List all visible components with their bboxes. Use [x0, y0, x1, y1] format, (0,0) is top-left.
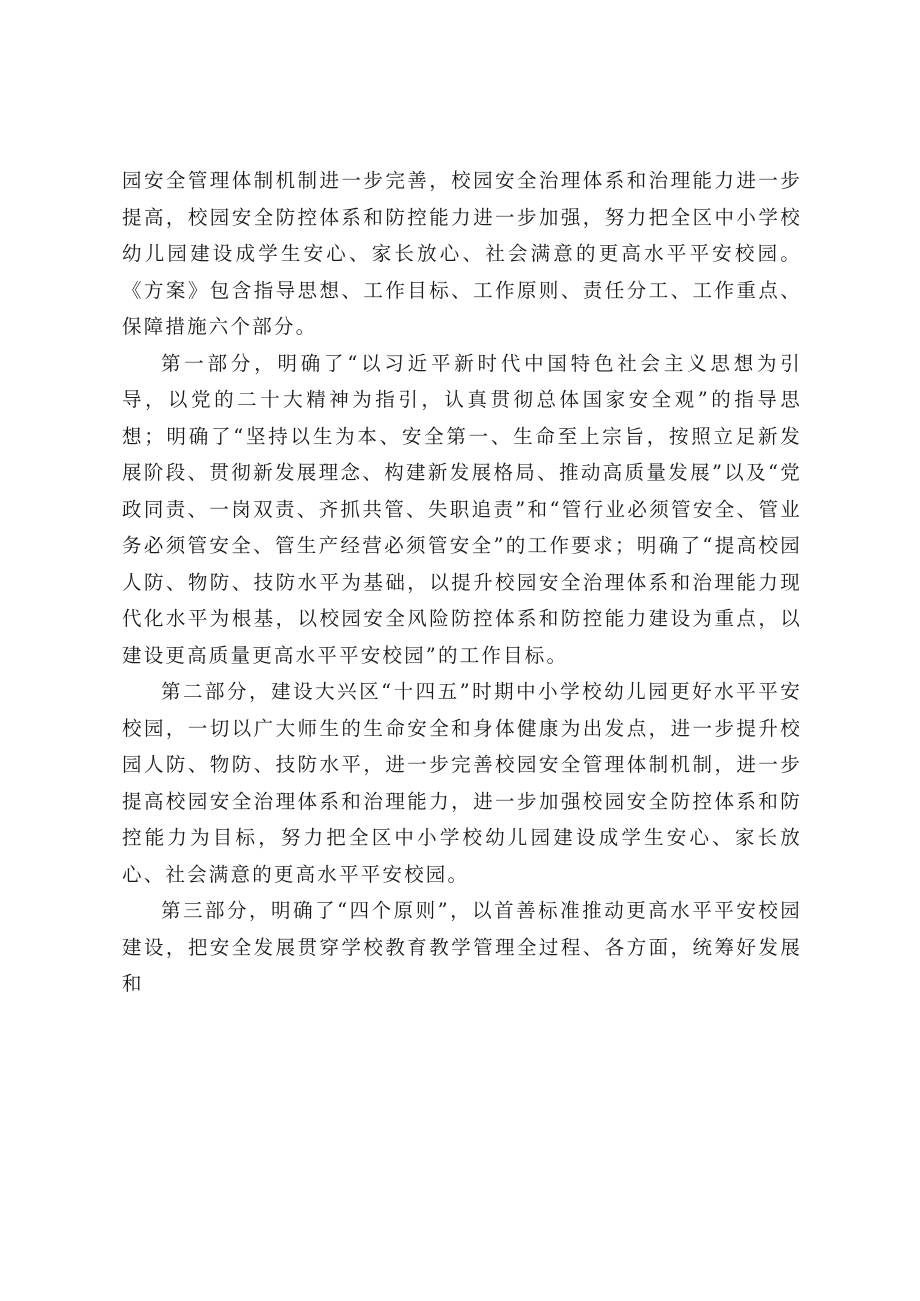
paragraph-part-two: 第二部分，建设大兴区“十四五”时期中小学校幼儿园更好水平平安校园，一切以广大师生的生命安全和身体健康为出发点，进一步提升校园人防、物防、技防水平，进一步完善校园安全管理体制机制，进一步提高校园安全治理体系和治理能力，进一步加强校园安全防控体系和防控能力为目标，努力把全区中小学校幼儿园建设成学生安心、家长放心、社会满意的更高水平平安校园。 — [122, 680, 802, 886]
paragraph-intro-continuation: 园安全管理体制机制进一步完善，校园安全治理体系和治理能力进一步提高，校园安全防控体系和防控能力进一步加强，努力把全区中小学校幼儿园建设成学生安心、家长放心、社会满意的更高水平平安校园。《方案》包含指导思想、工作目标、工作原则、责任分工、工作重点、保障措施六个部分。 — [122, 169, 802, 338]
paragraph-part-one: 第一部分，明确了“以习近平新时代中国特色社会主义思想为引导，以党的二十大精神为指引，认真贯彻总体国家安全观”的指导思想；明确了“坚持以生为本、安全第一、生命至上宗旨，按照立足新发展阶段、贯彻新发展理念、构建新发展格局、推动高质量发展”以及“党政同责、一岗双责、齐抓共管、失职追责”和“管行业必须管安全、管业务必须管安全、管生产经营必须管安全”的工作要求；明确了“提高校园人防、物防、技防水平为基础，以提升校园安全治理体系和治理能力现代化水平为根基，以校园安全风险防控体系和防控能力建设为重点，以建设更高质量更高水平平安校园”的工作目标。 — [122, 351, 802, 667]
document-body — [122, 163, 802, 1003]
paragraph-part-three: 第三部分，明确了“四个原则”，以首善标准推动更高水平平安校园建设，把安全发展贯穿学校教育教学管理全过程、各方面，统筹好发展和 — [122, 899, 802, 995]
